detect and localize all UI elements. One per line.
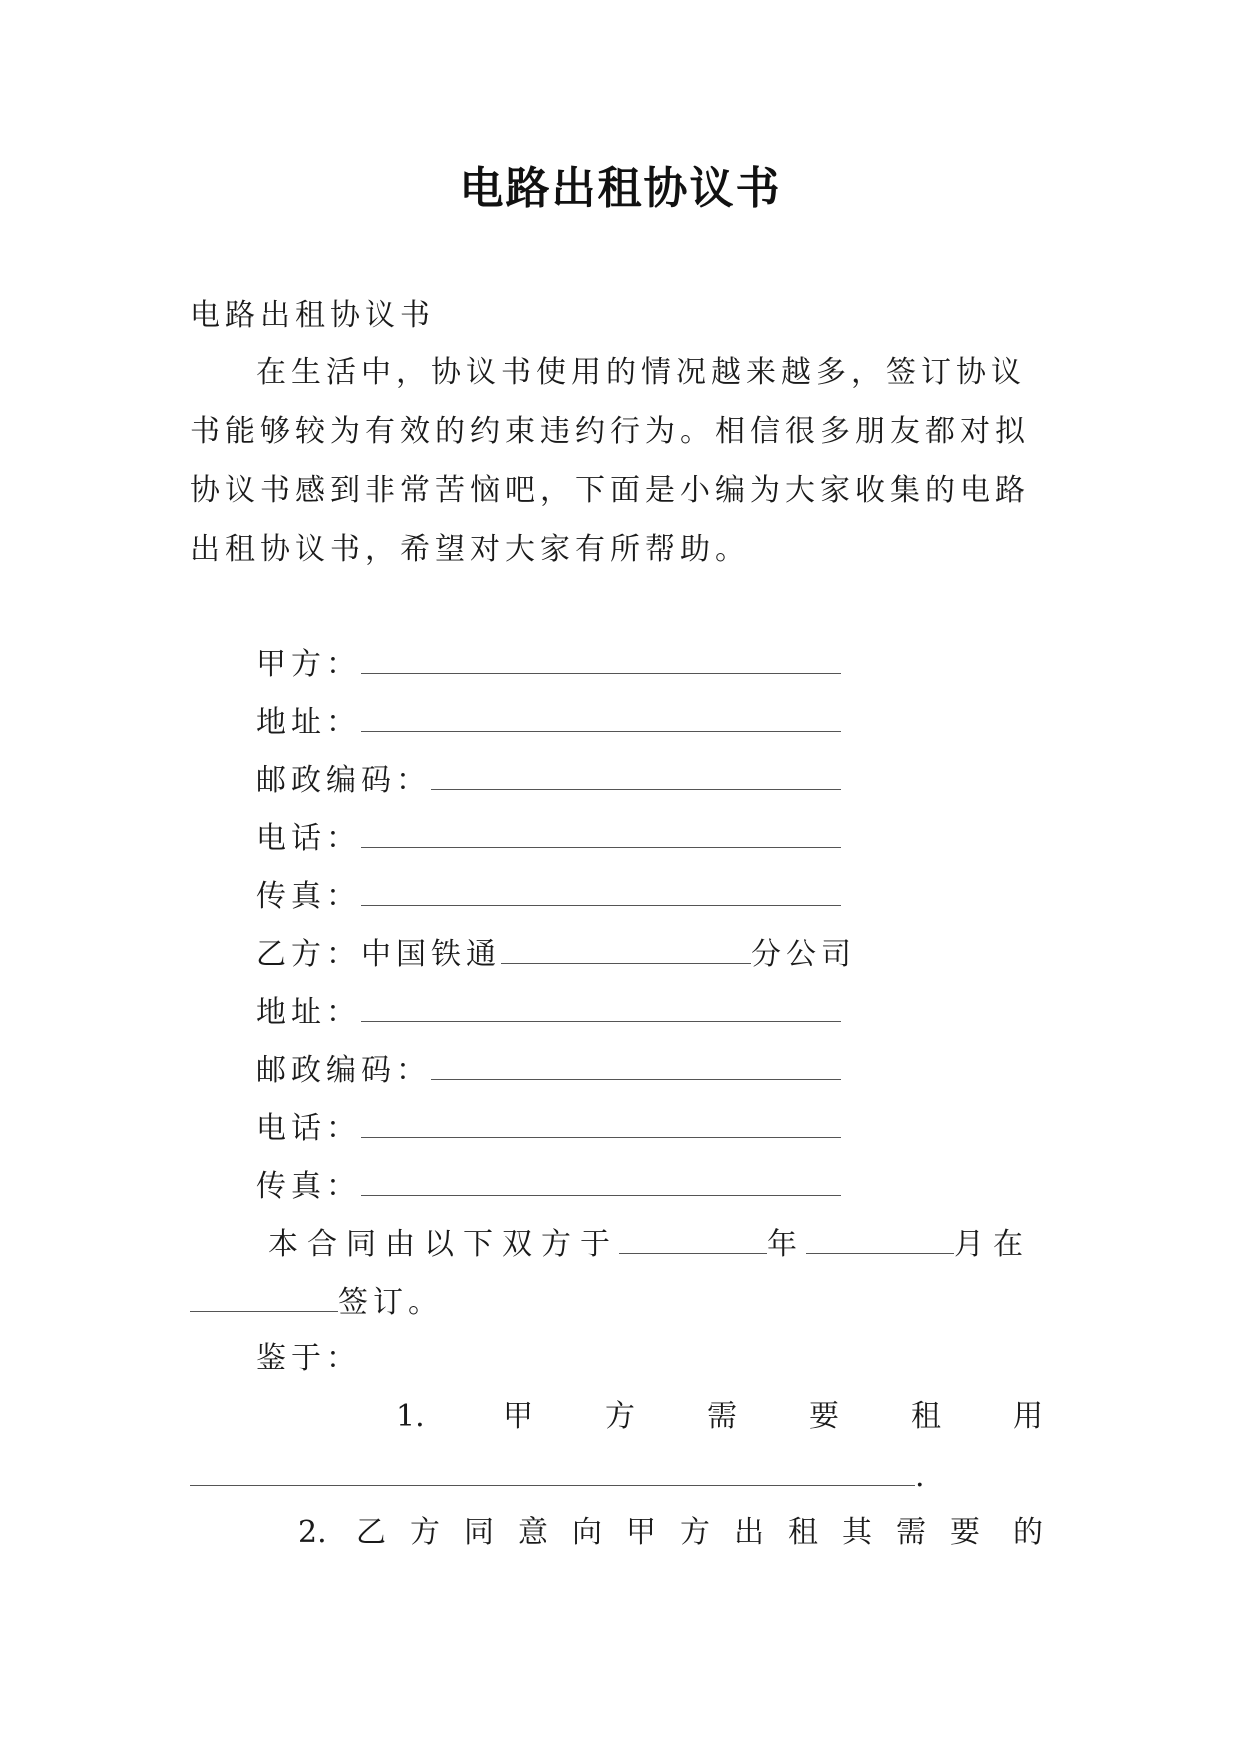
party-b-company-suffix: 分公司 <box>751 937 856 972</box>
clause-2-word: 其 <box>842 1515 872 1550</box>
party-b-fax-row <box>256 1165 841 1207</box>
party-a-phone-label: 电话： <box>256 821 361 856</box>
clause-1-field[interactable] <box>190 1455 915 1486</box>
clause-2-word: 方 <box>410 1515 440 1550</box>
clause-2-word: 租 <box>788 1515 818 1550</box>
clause-1-end: . <box>915 1459 930 1494</box>
party-b-name-row <box>256 933 856 975</box>
contract-month-label: 月在 <box>954 1227 1032 1262</box>
document-subtitle: 电路出租协议书 <box>190 298 435 333</box>
clause-2-word: 需 <box>896 1515 926 1550</box>
party-b-fax-label: 传真： <box>256 1169 361 1204</box>
contract-year-field[interactable] <box>619 1223 767 1254</box>
document-title: 电路出租协议书 <box>459 163 782 214</box>
contract-place-row <box>190 1281 443 1323</box>
clause-1-word: 租 <box>911 1399 941 1434</box>
clause-2-word: 的 <box>1013 1515 1043 1550</box>
clause-1-word: 要 <box>809 1399 839 1434</box>
clause-1-number: 1. <box>396 1399 425 1434</box>
contract-place-field[interactable] <box>190 1281 338 1312</box>
contract-date-intro: 本合同由以下双方于 <box>268 1227 619 1262</box>
clause-2-word: 甲 <box>626 1515 656 1550</box>
party-a-name-row <box>256 643 841 685</box>
party-a-postcode-row <box>256 759 841 801</box>
party-a-phone-row <box>256 817 841 859</box>
party-a-address-label: 地址： <box>256 705 361 740</box>
clause-1-word: 甲 <box>503 1399 533 1434</box>
party-b-address-row <box>256 991 841 1033</box>
party-b-name-label: 乙方： <box>256 937 361 972</box>
whereas-heading: 鉴于： <box>256 1341 361 1376</box>
party-b-phone-row <box>256 1107 841 1149</box>
party-b-address-label: 地址： <box>256 995 361 1030</box>
party-a-phone-field[interactable] <box>361 817 841 848</box>
party-a-name-field[interactable] <box>361 643 841 674</box>
party-a-postcode-field[interactable] <box>431 759 841 790</box>
party-a-fax-row <box>256 875 841 917</box>
clause-2-word: 意 <box>518 1515 548 1550</box>
party-a-fax-field[interactable] <box>361 875 841 906</box>
party-a-postcode-label: 邮政编码： <box>256 763 431 798</box>
clause-1-word: 需 <box>707 1399 737 1434</box>
intro-paragraph <box>190 343 1060 579</box>
contract-date-row <box>268 1223 1032 1265</box>
clause-2-word: 出 <box>734 1515 764 1550</box>
clause-1-word: 用 <box>1013 1399 1043 1434</box>
party-b-postcode-field[interactable] <box>431 1049 841 1080</box>
party-b-branch-field[interactable] <box>501 933 751 964</box>
contract-month-field[interactable] <box>806 1223 954 1254</box>
party-b-fax-field[interactable] <box>361 1165 841 1196</box>
clause-2-word: 乙 <box>356 1515 386 1550</box>
party-b-company-prefix: 中国铁通 <box>361 937 501 972</box>
clause-2-number: 2. <box>298 1515 327 1550</box>
party-b-phone-label: 电话： <box>256 1111 361 1146</box>
party-b-postcode-label: 邮政编码： <box>256 1053 431 1088</box>
party-a-name-label: 甲方： <box>256 647 361 682</box>
contract-year-label: 年 <box>767 1227 806 1262</box>
clause-2-word: 要 <box>950 1515 980 1550</box>
party-b-phone-field[interactable] <box>361 1107 841 1138</box>
party-a-address-field[interactable] <box>361 701 841 732</box>
party-b-postcode-row <box>256 1049 841 1091</box>
clause-1-blank-row <box>190 1455 930 1497</box>
party-b-address-field[interactable] <box>361 991 841 1022</box>
clause-2-word: 方 <box>680 1515 710 1550</box>
intro-text: 在生活中，协议书使用的情况越来越多，签订协议书能够较为有效的约束违约行为。相信很多朋友都对拟协议书感到非常苦恼吧，下面是小编为大家收集的电路出租协议书，希望对大家有所帮助。 <box>190 355 1030 567</box>
party-a-address-row <box>256 701 841 743</box>
contract-signed-label: 签订。 <box>338 1285 443 1320</box>
clause-1-word: 方 <box>605 1399 635 1434</box>
clause-2-word: 向 <box>572 1515 602 1550</box>
clause-2-word: 同 <box>464 1515 494 1550</box>
party-a-fax-label: 传真： <box>256 879 361 914</box>
